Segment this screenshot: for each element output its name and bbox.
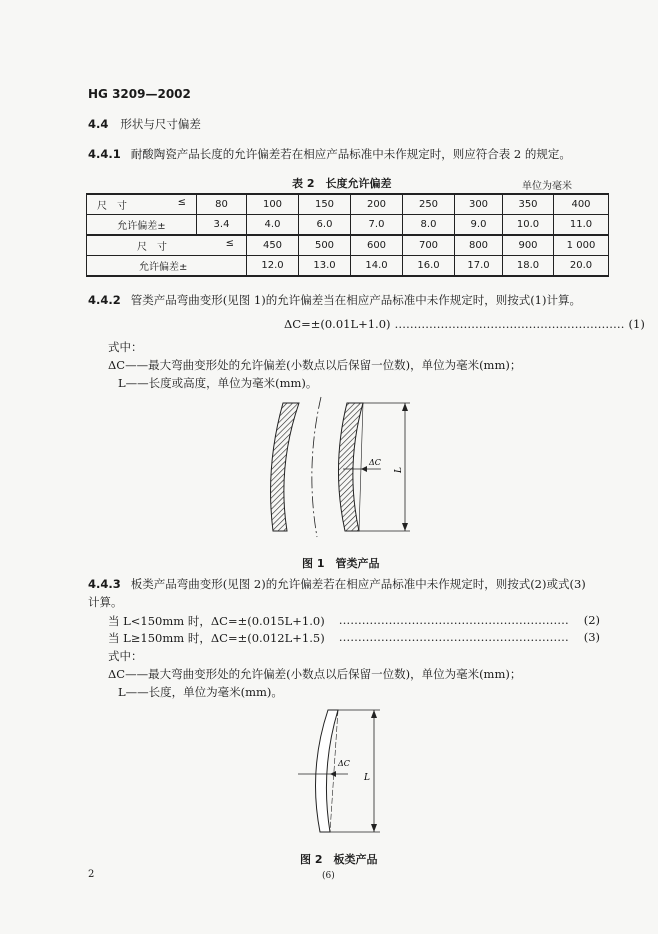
formula-text: ΔC=±(0.01L+1.0)	[284, 317, 391, 331]
formula-2	[108, 613, 600, 629]
table-2-unit: 单位为毫米	[522, 181, 572, 192]
where-label: 式中：	[108, 340, 143, 354]
formula-leader: ……………………………………………………	[394, 317, 625, 331]
section-4-4-1	[88, 146, 571, 162]
size-label: 尺 寸	[97, 201, 127, 212]
page-note: (6)	[322, 871, 335, 881]
figure-2-label-l: L	[364, 773, 370, 783]
table-cell: 8.0	[403, 215, 455, 236]
table-cell: 600	[351, 235, 403, 256]
formula-3	[108, 630, 600, 646]
table-row	[87, 256, 609, 277]
table-2-title: 表 2 长度允许偏差	[292, 177, 392, 190]
formula-text: 当 L<150mm 时，ΔC=±(0.015L+1.0)	[108, 614, 325, 628]
formula-number: (1)	[628, 317, 645, 331]
size-label: 尺 寸	[137, 242, 167, 253]
table-cell: 200	[351, 194, 403, 215]
table-cell: 17.0	[455, 256, 503, 277]
tolerance-header-cell: 允许偏差±	[87, 215, 197, 236]
section-number: 4.4.1	[88, 147, 121, 161]
table-cell: 4.0	[247, 215, 299, 236]
table-row	[87, 194, 609, 215]
table-cell: 250	[403, 194, 455, 215]
table-cell: 500	[299, 235, 351, 256]
formula-text: 当 L≥150mm 时，ΔC=±(0.012L+1.5)	[108, 631, 325, 645]
where-label: 式中：	[108, 649, 143, 663]
section-4-4-heading	[88, 116, 201, 132]
table-cell: 100	[247, 194, 299, 215]
table-cell: 18.0	[503, 256, 554, 277]
table-row	[87, 215, 609, 236]
table-cell: 800	[455, 235, 503, 256]
figure-1-caption: 图 1 管类产品	[302, 557, 380, 570]
definition-l: L——长度，单位为毫米(mm)。	[118, 685, 283, 699]
section-number: 4.4.2	[88, 293, 121, 307]
table-cell: 3.4	[197, 215, 247, 236]
table-cell: 12.0	[247, 256, 299, 277]
paragraph-text: 板类产品弯曲变形(见图 2)的允许偏差若在相应产品标准中未作规定时，则按式(2)或式(3)	[130, 577, 586, 591]
figure-1-pipe-drawing	[255, 395, 425, 540]
section-4-4-2	[88, 292, 581, 308]
definition-delta-c: ΔC——最大弯曲变形处的允许偏差(小数点以后保留一位数)，单位为毫米(mm)；	[108, 667, 522, 681]
table-cell: 14.0	[351, 256, 403, 277]
size-header-cell	[87, 235, 247, 256]
table-cell: 700	[403, 235, 455, 256]
paragraph-continuation: 计算。	[88, 595, 123, 609]
le-symbol: ≤	[177, 197, 186, 208]
figure-2-plate-drawing	[290, 700, 390, 840]
formula-1	[284, 317, 645, 331]
le-symbol: ≤	[225, 238, 234, 249]
paragraph-text: 耐酸陶瓷产品长度的允许偏差若在相应产品标准中未作规定时，则应符合表 2 的规定。	[130, 147, 571, 161]
table-row	[87, 235, 609, 256]
formula-leader: ……………………………………………………	[338, 613, 569, 627]
formula-leader: ……………………………………………………	[338, 630, 569, 644]
figure-2-caption: 图 2 板类产品	[300, 853, 378, 866]
section-number: 4.4	[88, 117, 109, 131]
table-cell: 1 000	[554, 235, 609, 256]
figure-1-label-delta-c: ΔC	[369, 458, 381, 467]
table-cell: 6.0	[299, 215, 351, 236]
formula-number: (2)	[583, 613, 600, 627]
figure-1-label-l: L	[394, 467, 404, 473]
table-cell: 300	[455, 194, 503, 215]
standard-code: HG 3209—2002	[88, 87, 191, 101]
formula-number: (3)	[583, 630, 600, 644]
table-cell: 80	[197, 194, 247, 215]
table-cell: 7.0	[351, 215, 403, 236]
page-number: 2	[88, 869, 95, 880]
section-title: 形状与尺寸偏差	[120, 117, 201, 131]
table-cell: 400	[554, 194, 609, 215]
table-cell: 9.0	[455, 215, 503, 236]
table-cell: 900	[503, 235, 554, 256]
paragraph-text: 管类产品弯曲变形(见图 1)的允许偏差当在相应产品标准中未作规定时，则按式(1)计算。	[130, 293, 581, 307]
definition-l: L——长度或高度，单位为毫米(mm)。	[118, 376, 318, 390]
tolerance-header-cell: 允许偏差±	[87, 256, 247, 277]
table-cell: 16.0	[403, 256, 455, 277]
figure-2-label-delta-c: ΔC	[338, 759, 350, 768]
table-cell: 10.0	[503, 215, 554, 236]
size-header-cell	[87, 194, 197, 215]
section-4-4-3	[88, 576, 586, 592]
table-2	[86, 193, 609, 277]
table-cell: 20.0	[554, 256, 609, 277]
section-number: 4.4.3	[88, 577, 121, 591]
table-cell: 11.0	[554, 215, 609, 236]
table-cell: 150	[299, 194, 351, 215]
table-cell: 350	[503, 194, 554, 215]
table-cell: 450	[247, 235, 299, 256]
table-cell: 13.0	[299, 256, 351, 277]
definition-delta-c: ΔC——最大弯曲变形处的允许偏差(小数点以后保留一位数)，单位为毫米(mm)；	[108, 358, 522, 372]
